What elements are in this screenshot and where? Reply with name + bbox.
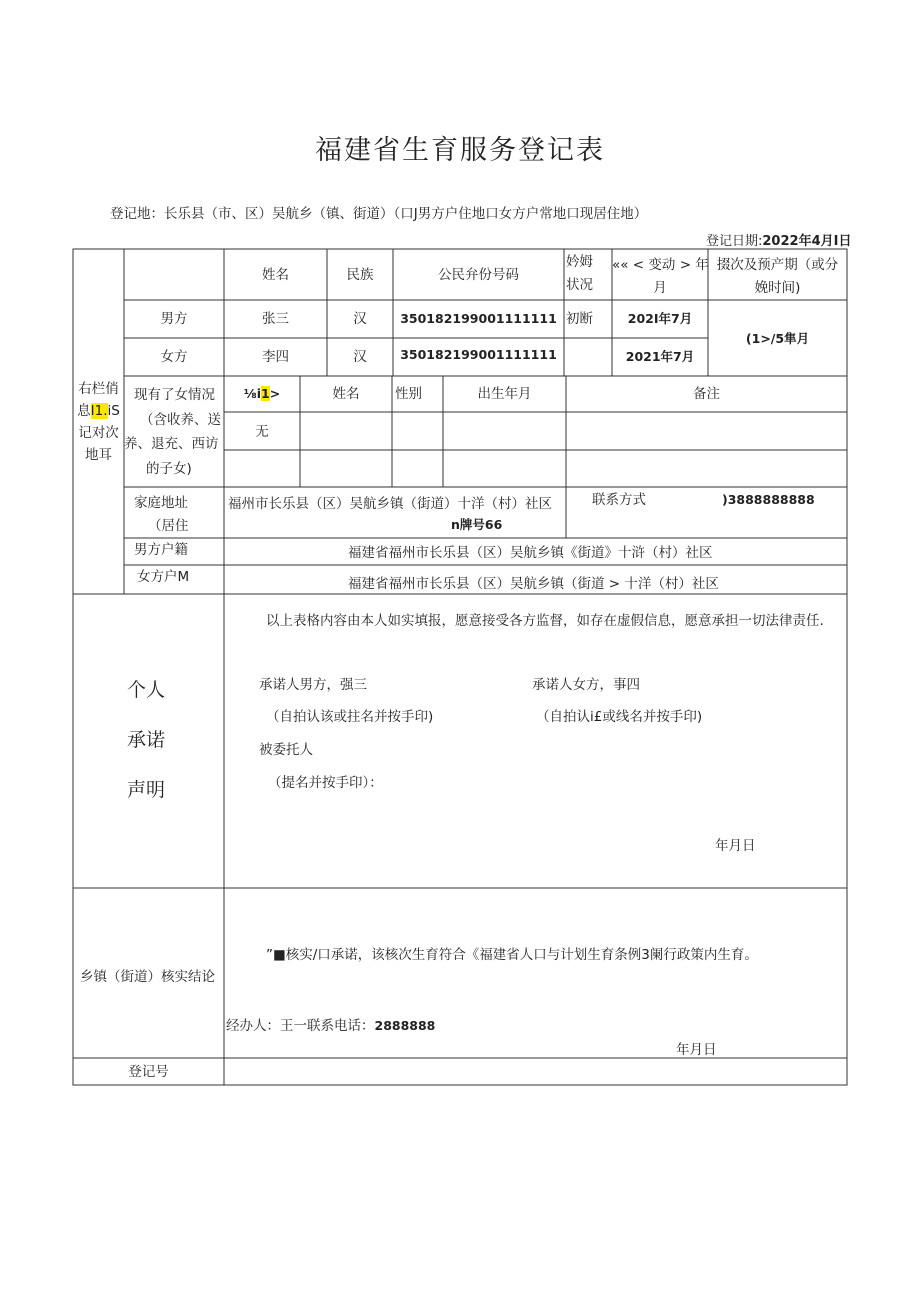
female-change-date: 2021年7月 bbox=[625, 349, 695, 364]
header-name: 姓名 bbox=[262, 267, 289, 283]
contact-label: 联系方式 bbox=[592, 492, 646, 508]
pledge-delegate-note: （提名并按手印）： bbox=[268, 775, 383, 791]
header-id-number: 公民弁份号码 bbox=[438, 267, 519, 283]
left-column-line: 右栏俏 bbox=[78, 381, 119, 397]
pledge-female: 承诺人女方，事四 bbox=[532, 677, 640, 693]
children-col-birth: 出生年月 bbox=[477, 386, 532, 402]
male-marital-status: 初断 bbox=[566, 311, 593, 327]
female-household-value: 福建省福州市长乐县（区）吴航乡镇（街道 > 十洋（村）社区 bbox=[348, 576, 719, 592]
male-role: 男方 bbox=[160, 311, 188, 327]
pledge-statement: 以上表格内容由本人如实填报，愿意接受各方监督，如存在虚假信息，愿意承担一切法律责任. bbox=[266, 613, 824, 629]
verification-date: 年月日 bbox=[676, 1042, 717, 1058]
pledge-date: 年月日 bbox=[715, 838, 756, 854]
registration-date-label: 登记日期: bbox=[706, 234, 763, 249]
children-col-sex: 性别 bbox=[395, 386, 422, 402]
children-label: 现有了女情况 （含收养、送 养、退充、西访 的子女) bbox=[124, 387, 221, 477]
female-household-label: 女方户M bbox=[137, 569, 190, 585]
pledge-label: 个人 承诺 声明 bbox=[127, 679, 166, 801]
children-col-note: 备注 bbox=[693, 386, 720, 402]
verification-label: 乡镇（街道）核实结论 bbox=[80, 969, 215, 985]
female-name: 李四 bbox=[262, 349, 289, 365]
male-id-number: 350182199001111111 bbox=[400, 311, 557, 326]
verification-handler: 经办人：王一联系电话：2888888 bbox=[226, 1018, 436, 1034]
header-marital-status: 妗姆 状况 bbox=[566, 254, 593, 293]
left-column-line: 记对次 bbox=[78, 425, 119, 441]
female-role: 女方 bbox=[160, 349, 188, 365]
verification-phone: 2888888 bbox=[374, 1018, 436, 1033]
header-change-date: «« < 变动 > 年 月 bbox=[612, 257, 709, 296]
verification-text: ”■核实/口承诺，该核次生育符合《福建省人口与计划生育条例3阑行政策内生育。 bbox=[266, 947, 758, 963]
page-title: 福建省生育服务登记表 bbox=[315, 135, 605, 166]
registration-place: 登记地：长乐县（市、区）吴航乡（镇、街道）（口J男方户住地口女方户常地口现居住地） bbox=[110, 206, 648, 222]
male-household-value: 福建省福州市长乐县（区）吴航乡镇《街道》十浒（村）社区 bbox=[348, 545, 713, 561]
left-column-label bbox=[73, 378, 124, 466]
female-id-number: 350182199001111111 bbox=[400, 347, 557, 362]
registration-date-value: 2022年4月I日 bbox=[762, 234, 852, 249]
left-column-line: 息I1.iS bbox=[77, 403, 120, 419]
female-ethnicity: 汉 bbox=[353, 349, 367, 365]
pledge-delegate: 被委托人 bbox=[259, 742, 313, 758]
left-column-line: 地耳 bbox=[85, 447, 112, 463]
children-first-row: 无 bbox=[255, 424, 269, 440]
header-birth-order: 掇次及预产期（或分 娩时间) bbox=[716, 257, 839, 296]
pledge-male-note: （自拍认该或拄名并按手印) bbox=[266, 709, 434, 725]
reg-number-label: 登记号 bbox=[128, 1064, 169, 1080]
contact-value: )3888888888 bbox=[722, 492, 815, 507]
header-ethnicity: 民族 bbox=[346, 267, 374, 283]
address-value-line1: 福州市长乐县（区）吴航乡镇（街道）十洋（村）社区 bbox=[228, 496, 552, 512]
birth-order-value: (1>/5隼月 bbox=[745, 331, 810, 346]
pledge-male: 承诺人男方，强三 bbox=[259, 677, 367, 693]
children-col-order: ⅛i1> bbox=[243, 386, 281, 401]
address-value-line2: n牌号66 bbox=[451, 517, 503, 532]
children-col-name: 姓名 bbox=[332, 386, 360, 402]
male-ethnicity: 汉 bbox=[353, 311, 367, 327]
male-household-label: 男方户籍 bbox=[134, 542, 188, 558]
male-name: 张三 bbox=[262, 311, 289, 327]
address-label: 家庭地址 （居住 bbox=[134, 495, 189, 534]
registration-date bbox=[706, 230, 851, 249]
pledge-female-note: （自拍认i£或线名并按手印) bbox=[536, 709, 703, 725]
male-change-date: 202I年7月 bbox=[627, 311, 693, 326]
